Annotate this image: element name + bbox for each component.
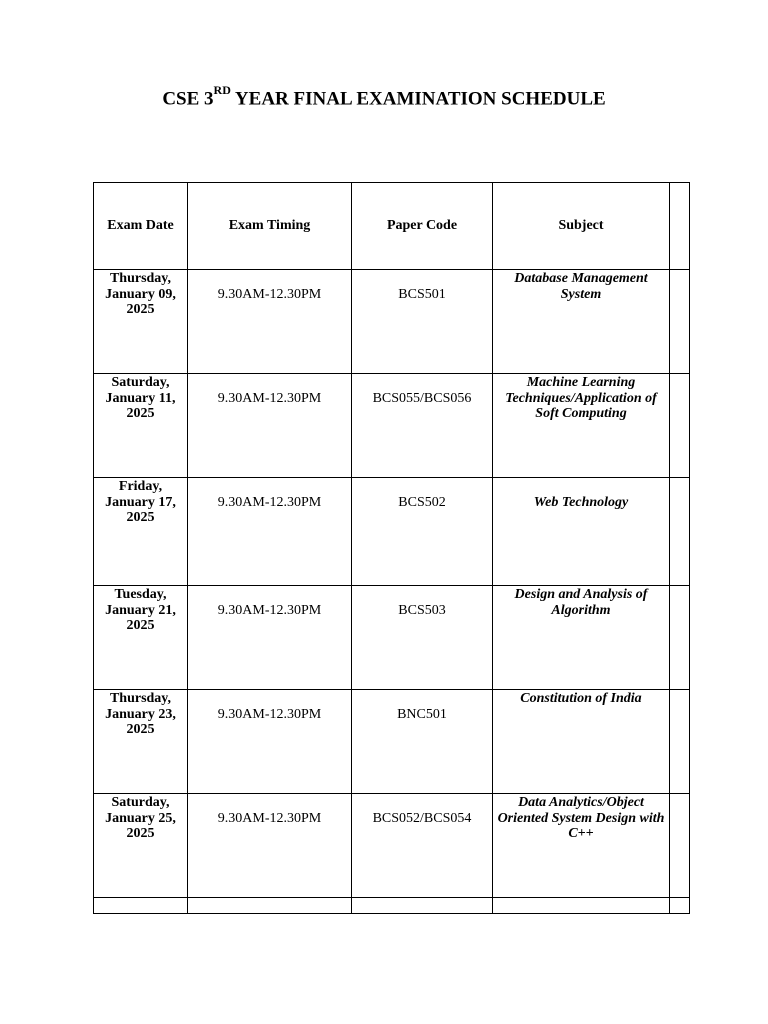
exam-date-cell: [94, 374, 188, 478]
date-month-day: January 09,: [105, 286, 176, 302]
table-row: [94, 690, 690, 794]
date-weekday: Saturday,: [111, 375, 170, 390]
paper-code-cell: BCS501: [352, 270, 493, 374]
subject-cell: Constitution of India: [493, 690, 670, 794]
table-row: [94, 270, 690, 374]
empty-cell: [352, 898, 493, 914]
empty-cell: [94, 898, 188, 914]
empty-cell: [670, 898, 690, 914]
title-prefix: CSE 3: [162, 88, 214, 110]
header-subject: Subject: [493, 183, 670, 270]
exam-timing-cell: 9.30AM-12.30PM: [188, 270, 352, 374]
date-month-day: January 23,: [105, 706, 176, 722]
paper-code-cell: BNC501: [352, 690, 493, 794]
table-header-row: [94, 183, 690, 270]
date-month-day: January 17,: [105, 494, 176, 510]
empty-cell: [670, 794, 690, 898]
title-superscript: RD: [213, 83, 231, 97]
empty-cell: [493, 898, 670, 914]
exam-date-cell: [94, 690, 188, 794]
date-month-day: January 11,: [105, 390, 176, 406]
header-exam-date: Exam Date: [94, 183, 188, 270]
empty-cell: [670, 374, 690, 478]
empty-cell: [670, 270, 690, 374]
paper-code-cell: BCS052/BCS054: [352, 794, 493, 898]
exam-date-cell: [94, 794, 188, 898]
date-weekday: Thursday,: [109, 271, 172, 286]
header-exam-timing: Exam Timing: [188, 183, 352, 270]
empty-cell: [188, 898, 352, 914]
date-weekday: Friday,: [118, 479, 163, 494]
paper-code-cell: BCS502: [352, 478, 493, 586]
subject-cell: Web Technology: [493, 478, 670, 586]
header-empty: [670, 183, 690, 270]
header-paper-code: Paper Code: [352, 183, 493, 270]
subject-cell: Database Management System: [493, 270, 670, 374]
table-row: [94, 374, 690, 478]
empty-cell: [670, 586, 690, 690]
date-year: 2025: [126, 618, 155, 633]
subject-cell: Design and Analysis of Algorithm: [493, 586, 670, 690]
exam-date-cell: [94, 270, 188, 374]
date-weekday: Thursday,: [109, 691, 172, 706]
date-year: 2025: [126, 406, 155, 421]
table-row: [94, 478, 690, 586]
exam-date-cell: [94, 586, 188, 690]
subject-cell: Machine Learning Techniques/Application of Soft Computing: [493, 374, 670, 478]
exam-timing-cell: 9.30AM-12.30PM: [188, 586, 352, 690]
date-year: 2025: [126, 510, 155, 525]
exam-timing-cell: 9.30AM-12.30PM: [188, 374, 352, 478]
date-month-day: January 21,: [105, 602, 176, 618]
exam-date-cell: [94, 478, 188, 586]
exam-timing-cell: 9.30AM-12.30PM: [188, 794, 352, 898]
date-year: 2025: [126, 722, 155, 737]
date-year: 2025: [126, 826, 155, 841]
exam-schedule-table: [93, 182, 690, 914]
title-suffix: YEAR FINAL EXAMINATION SCHEDULE: [230, 88, 606, 110]
table-row: [94, 794, 690, 898]
date-weekday: Saturday,: [111, 795, 170, 810]
paper-code-cell: BCS055/BCS056: [352, 374, 493, 478]
empty-cell: [670, 478, 690, 586]
subject-cell: Data Analytics/Object Oriented System Design with C++: [493, 794, 670, 898]
date-month-day: January 25,: [105, 810, 176, 826]
table-row: [94, 586, 690, 690]
paper-code-cell: BCS503: [352, 586, 493, 690]
date-weekday: Tuesday,: [114, 587, 167, 602]
exam-timing-cell: 9.30AM-12.30PM: [188, 478, 352, 586]
date-year: 2025: [126, 302, 155, 317]
empty-cell: [670, 690, 690, 794]
exam-timing-cell: 9.30AM-12.30PM: [188, 690, 352, 794]
page-title: [0, 83, 768, 110]
table-empty-row: [94, 898, 690, 914]
